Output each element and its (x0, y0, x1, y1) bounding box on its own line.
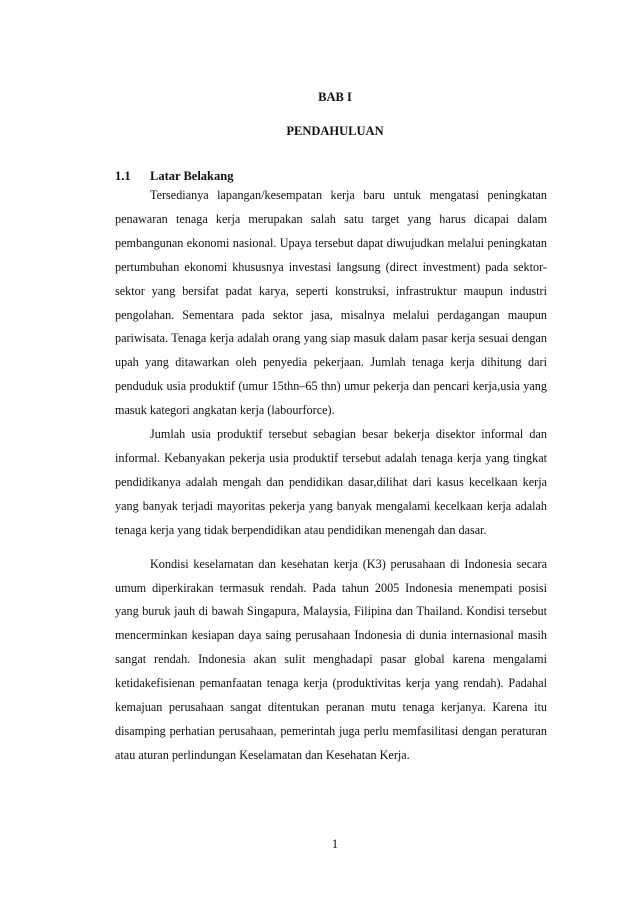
chapter-label: BAB I (318, 90, 352, 104)
page-number: 1 (331, 837, 339, 851)
section-heading (115, 169, 233, 184)
paragraph: Kondisi keselamatan dan kesehatan kerja (K3) perusahaan di Indonesia secara umum diperkirakan termasuk rendah. Pada tahun 2005 Indonesia menempati posisi yang buruk jauh di bawah Singapura, Malaysia, Filipina dan Thailand. Kondisi tersebut mencerminkan kesiapan daya saing perusahaan Indonesia di dunia internasional masih sangat rendah. Indonesia akan sulit menghadapi pasar global karena mengalami ketidakefisienan pemanfaatan tenaga kerja (produktivitas kerja yang rendah). Padahal kemajuan perusahaan sangat ditentukan peranan mutu tenaga kerjanya. Karena itu disamping perhatian perusahaan, pemerintah juga perlu memfasilitasi dengan peraturan atau aturan perlindungan Keselamatan dan Kesehatan Kerja. (115, 556, 547, 762)
section-number: 1.1 (115, 169, 131, 183)
paragraph: Tersedianya lapangan/kesempatan kerja baru untuk mengatasi peningkatan penawaran tenaga kerja merupakan salah satu target yang harus dicapai dalam pembangunan ekonomi nasional. Upaya tersebut dapat diwujudkan melalui peningkatan pertumbuhan ekonomi khususnya investasi langsung (direct investment) pada sektor-sektor yang bersifat padat karya, seperti konstruksi, infrastruktur maupun industri pengolahan. Sementara pada sektor jasa, misalnya melalui perdagangan maupun pariwisata. Tenaga kerja adalah orang yang siap masuk dalam pasar kerja sesuai dengan upah yang ditawarkan oleh penyedia pekerjaan. Jumlah tenaga kerja dihitung dari penduduk usia produktif (umur 15thn–65 thn) umur pekerja dan pencari kerja,usia yang masuk kategori angkatan kerja (labourforce). (115, 188, 547, 418)
chapter-title: PENDAHULUAN (286, 124, 384, 138)
paragraph: Jumlah usia produktif tersebut sebagian besar bekerja disektor informal dan informal. Kebanyakan pekerja usia produktif tersebut adalah tenaga kerja yang tingkat pendidikanya adalah mengah dan pendidikan dasar,dilihat dari kasus kecelkaan kerja yang banyak terjadi mayoritas pekerja yang banyak mengalami kecelkaan kerja adalah tenaga kerja yang tidak berpendidikan atau pendidikan menengah dan dasar. (115, 427, 547, 537)
section-title: Latar Belakang (150, 169, 234, 183)
body-text (115, 184, 547, 768)
